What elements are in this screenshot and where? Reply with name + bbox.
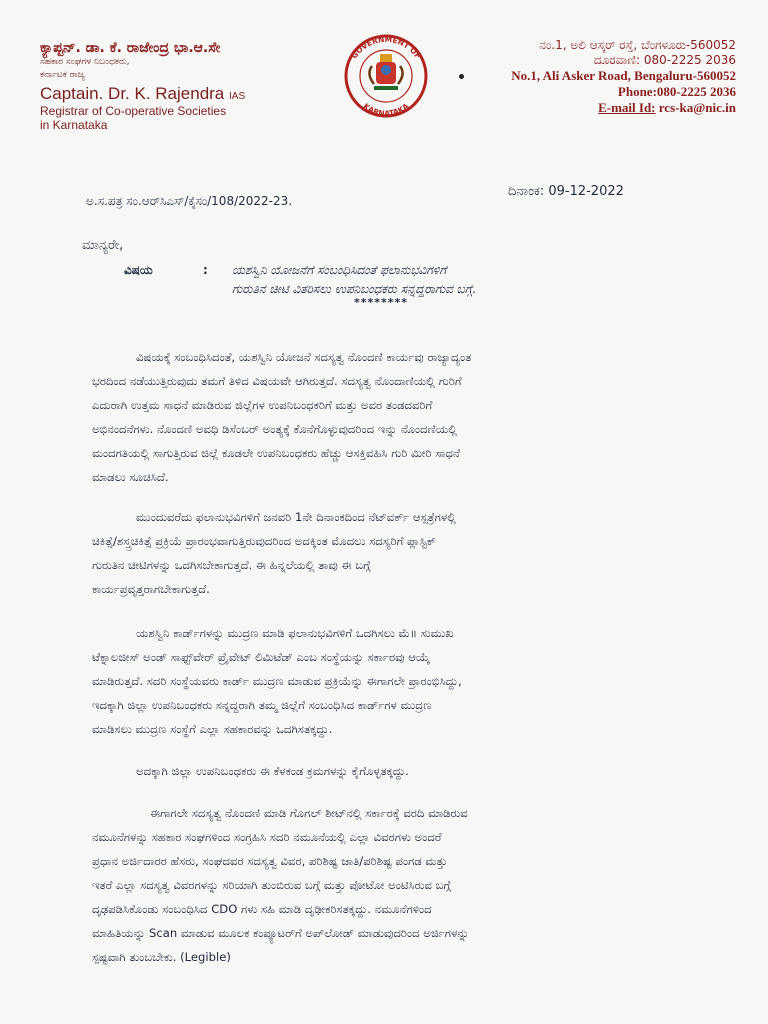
- phone-kannada: ದೂರವಾಣಿ: 080-2225 2036: [593, 53, 736, 67]
- ias-suffix: IAS: [229, 91, 246, 102]
- p1-line-2: ಭರದಿಂದ ನಡೆಯುತ್ತಿರುವುದು ತಮಗೆ ತಿಳಿದ ವಿಷಯವೇ ಆಗಿರುತ್ತದೆ. ಸದಸ್ಯತ್ವ ನೊಂದಾಣಿಯಲ್ಲಿ ಗುರಿಗೆ: [92, 374, 462, 388]
- letterhead-left: [40, 40, 340, 132]
- officer-name-kannada: ಕ್ಯಾಪ್ಟನ್. ಡಾ. ಕೆ. ರಾಜೇಂದ್ರ ಭಾ.ಆ.ಸೇ: [40, 40, 221, 56]
- p3-line-3: ಮಾಡಿರುತ್ತದೆ. ಸದರಿ ಸಂಸ್ಥೆಯವರು ಕಾರ್ಡ್ ಮುದ್ರಣ ಮಾಡುವ ಪ್ರಕ್ರಿಯೆನ್ನು ಈಗಾಗಲೇ ಪ್ರಾರಂಭಿಸಿದ್ದು,: [92, 674, 462, 688]
- p1-line-4: ಅಭಿನಂದನೆಗಳು. ನೊಂದಣಿ ಅವಧಿ ಡಿಸೆಂಬರ್ ಅಂತ್ಯಕ್ಕೆ ಕೊನೆಗೊಳ್ಳುವುದರಿಂದ ಇನ್ನು ನೊಂದಣಿಯಲ್ಲಿ: [92, 422, 458, 436]
- officer-title-kannada-2: ಕರ್ನಾಟಕ ರಾಜ್ಯ: [40, 70, 85, 80]
- subject-line-2: ಗುರುತಿನ ಚೀಟಿ ವಿತರಿಸಲು ಉಪನಿಬಂಧಕರು ಸನ್ನದ್ದರಾಗುವ ಬಗ್ಗೆ.: [232, 282, 477, 296]
- p5-line-7: ಸ್ಪಷ್ಟವಾಗಿ ತುಂಬಬೇಕು. (Legible): [92, 950, 231, 964]
- officer-name-text: Captain. Dr. K. Rajendra: [40, 84, 225, 103]
- phone-english: Phone:080-2225 2036: [617, 84, 736, 99]
- address-english: No.1, Ali Asker Road, Bengaluru-560052: [511, 68, 736, 83]
- government-seal: [336, 32, 436, 118]
- p5-line-6: ಮಾಹಿತಿಯನ್ನು Scan ಮಾಡುವ ಮೂಲಕ ಕಂಪ್ಯೂಟರ್‌ಗೆ ಅಪ್‌ಲೋಡ್ ಮಾಡುವುದರಿಂದ ಅರ್ಜಿಗಳನ್ನು: [92, 926, 470, 940]
- officer-name-english: [40, 84, 340, 104]
- p3-line-5: ಮಾಡಿಸಲು ಮುದ್ರಣ ಸಂಸ್ಥೆಗೆ ಎಲ್ಲಾ ಸಹಕಾರವನ್ನು ಒದಗಿಸತಕ್ಕದ್ದು.: [92, 722, 333, 736]
- officer-title-english-1: Registrar of Co-operative Societies: [40, 104, 227, 118]
- p1-line-5: ಮಂದಗತಿಯಲ್ಲಿ ಸಾಗುತ್ತಿರುವ ಜಿಲ್ಲೆ ಕೂಡಲೇ ಉಪನಿಬಂಧಕರು ಹೆಚ್ಚು ಆಸಕ್ತಿವಹಿಸಿ ಗುರಿ ಮೀರಿ ಸಾಧನೆ: [92, 446, 460, 460]
- p2-line-1: ಮುಂದುವರೆದು ಫಲಾನುಭವಿಗಳಿಗೆ ಜನವರಿ 1ನೇ ದಿನಾಂಕದಿಂದ ನೆಟ್‌ವರ್ಕ್ ಆಸ್ಪತ್ರೆಗಳಲ್ಲಿ: [136, 510, 456, 524]
- subject-colon: :: [203, 263, 208, 277]
- p1-line-3: ಎದುರಾಗಿ ಉತ್ತಮ ಸಾಧನೆ ಮಾಡಿರುವ ಜಿಲ್ಲೆಗಳ ಉಪನಿಬಂಧಕರಿಗೆ ಮತ್ತು ಅವರ ತಂಡದವರಿಗೆ: [92, 398, 433, 412]
- officer-title-english-2: in Karnataka: [40, 118, 108, 132]
- email-line: [511, 100, 736, 116]
- p5-line-3: ಪ್ರಧಾನ ಅರ್ಜಿದಾರರ ಹೆಸರು, ಸಂಘದವರ ಸದಸ್ಯತ್ವ ವಿವರ, ಪರಿಶಿಷ್ಟ ಜಾತಿ/ಪರಿಶಿಷ್ಟ ಪಂಗಡ ಮತ್ತು: [92, 854, 448, 868]
- seal-top-text: GOVERNMENT OF: [349, 34, 423, 61]
- subject-line-1: ಯಶಸ್ವಿನಿ ಯೋಜನೆಗೆ ಸಂಬಂಧಿಸಿದಂತೆ ಫಲಾನುಭವಿಗಳಿಗೆ: [232, 263, 447, 277]
- officer-title-kannada-1: ಸಹಕಾರ ಸಂಘಗಳ ನಿಬಂಧಕರು,: [40, 57, 130, 67]
- p3-line-1: ಯಶಸ್ವಿನಿ ಕಾರ್ಡ್‌ಗಳನ್ನು ಮುದ್ರಣ ಮಾಡಿ ಫಲಾನುಭವಿಗಳಿಗೆ ಒದಗಿಸಲು ಮೆ॥ ಸುಮುಖ: [136, 626, 454, 640]
- separator: ********: [354, 296, 409, 309]
- letter-date: ದಿನಾಂಕ: 09-12-2022: [508, 184, 624, 199]
- p5-line-5: ದೃಢಪಡಿಸಿಕೊಂಡು ಸಂಬಂಧಿಸಿದ CDO ಗಳು ಸಹಿ ಮಾಡಿ ದೃಢೀಕರಿಸತಕ್ಕದ್ದು. ನಮೂನೆಗಳಿಂದ: [92, 902, 432, 916]
- salutation: ಮಾನ್ಯರೇ,: [82, 238, 124, 253]
- p1-line-6: ಮಾಡಲು ಸೂಚಿಸಿದೆ.: [92, 470, 169, 484]
- email-label: E-mail Id:: [598, 100, 656, 115]
- p5-line-4: ಇತರೆ ಎಲ್ಲಾ ಸದಸ್ಯತ್ವ ವಿವರಗಳನ್ನು ಸರಿಯಾಗಿ ತುಂಬಿರುವ ಬಗ್ಗೆ ಮತ್ತು ಪೋಟೋ ಅಂಟಿಸಿರುವ ಬಗ್ಗೆ: [92, 878, 451, 892]
- p5-line-1: ಈಗಾಗಲೇ ಸದಸ್ಯತ್ವ ನೊಂದಣಿ ಮಾಡಿ ಗೊಗಲ್ ಶೀಟ್‌ನಲ್ಲಿ ಸರ್ಕಾರಕ್ಕೆ ವರದಿ ಮಾಡಿರುವ: [150, 806, 468, 820]
- p3-line-2: ಟೆಕ್ನಾಲಜೀಸ್ ಅಂಡ್ ಸಾಫ್ಟ್‌ವೇರ್ ಪ್ರೈವೇಟ್ ಲಿಮಿಟೆಡ್ ಎಂಬ ಸಂಸ್ಥೆಯನ್ನು ಸರ್ಕಾರವು ಆಯ್ಕೆ: [92, 650, 430, 664]
- p3-line-4: ಇದಕ್ಕಾಗಿ ಜಿಲ್ಲಾ ಉಪನಿಬಂಧಕರು ಸನ್ನದ್ದರಾಗಿ ತಮ್ಮ ಜಿಲ್ಲೆಗೆ ಸಂಬಂಧಿಸಿದ ಕಾರ್ಡ್‌ಗಳ ಮುದ್ರಣ: [92, 698, 432, 712]
- address-kannada: ನಂ.1, ಅಲಿ ಆಸ್ಕರ್ ರಸ್ತೆ, ಬೆಂಗಳೂರು-560052: [539, 38, 736, 52]
- emblem-icon: [369, 54, 402, 90]
- p1-line-1: ವಿಷಯಕ್ಕೆ ಸಂಬಂಧಿಸಿದಂತೆ, ಯಶಸ್ವಿನಿ ಯೋಜನೆ ಸದಸ್ಯತ್ವ ನೊಂದಣಿ ಕಾರ್ಯವು ರಾಜ್ಯಾದ್ಯಂತ: [136, 350, 472, 364]
- p2-line-2: ಚಿಕಿತ್ಸೆ/ಶಸ್ತ್ರಚಿಕಿತ್ಸೆ ಪ್ರಕ್ರಿಯೆ ಪ್ರಾರಂಭವಾಗುತ್ತಿರುವುದರಿಂದ ಅದಕ್ಕಿಂತ ಮೊದಲು ಸದಸ್ಯರಿಗೆ ಪ್ಲಾಸ್ಟಿಕ್: [92, 534, 436, 548]
- letterhead-right: [511, 38, 736, 116]
- p2-line-3: ಗುರುತಿನ ಚೀಟಿಗಳನ್ನು ಒದಗಿಸಬೇಕಾಗುತ್ತದೆ. ಈ ಹಿನ್ನಲೆಯಲ್ಲಿ ತಾವು ಈ ಬಗ್ಗೆ: [92, 558, 371, 572]
- email-address: rcs-ka@nic.in: [658, 100, 736, 115]
- reference-number: ಅ.ಸ.ಪತ್ರ ಸಂ.ಆರ್‌ಸಿಎಸ್/ಕೈಸಂ/108/2022-23.: [86, 194, 293, 208]
- seal-bottom-text: KARNATAKA: [361, 101, 411, 118]
- p4-line-1: ಅದಕ್ಕಾಗಿ ಜಿಲ್ಲಾ ಉಪನಿಬಂಧಕರು ಈ ಕೆಳಕಂಡ ಕ್ರಮಗಳನ್ನು ಕೈಗೊಳ್ಳತಕ್ಕದ್ದು.: [136, 764, 409, 778]
- p5-line-2: ನಮೂನೆಗಳನ್ನು ಸಹಕಾರ ಸಂಘಗಳಿಂದ ಸಂಗ್ರಹಿಸಿ ಸದರಿ ನಮೂನೆಯಲ್ಲಿ ಎಲ್ಲಾ ವಿವರಗಳು ಅಂದರೆ: [92, 830, 442, 844]
- subject-label: ವಿಷಯ: [124, 263, 153, 277]
- bullet-dot: [459, 74, 464, 79]
- p2-line-4: ಕಾರ್ಯಪ್ರವೃತ್ತರಾಗಬೇಕಾಗುತ್ತದೆ.: [92, 582, 210, 596]
